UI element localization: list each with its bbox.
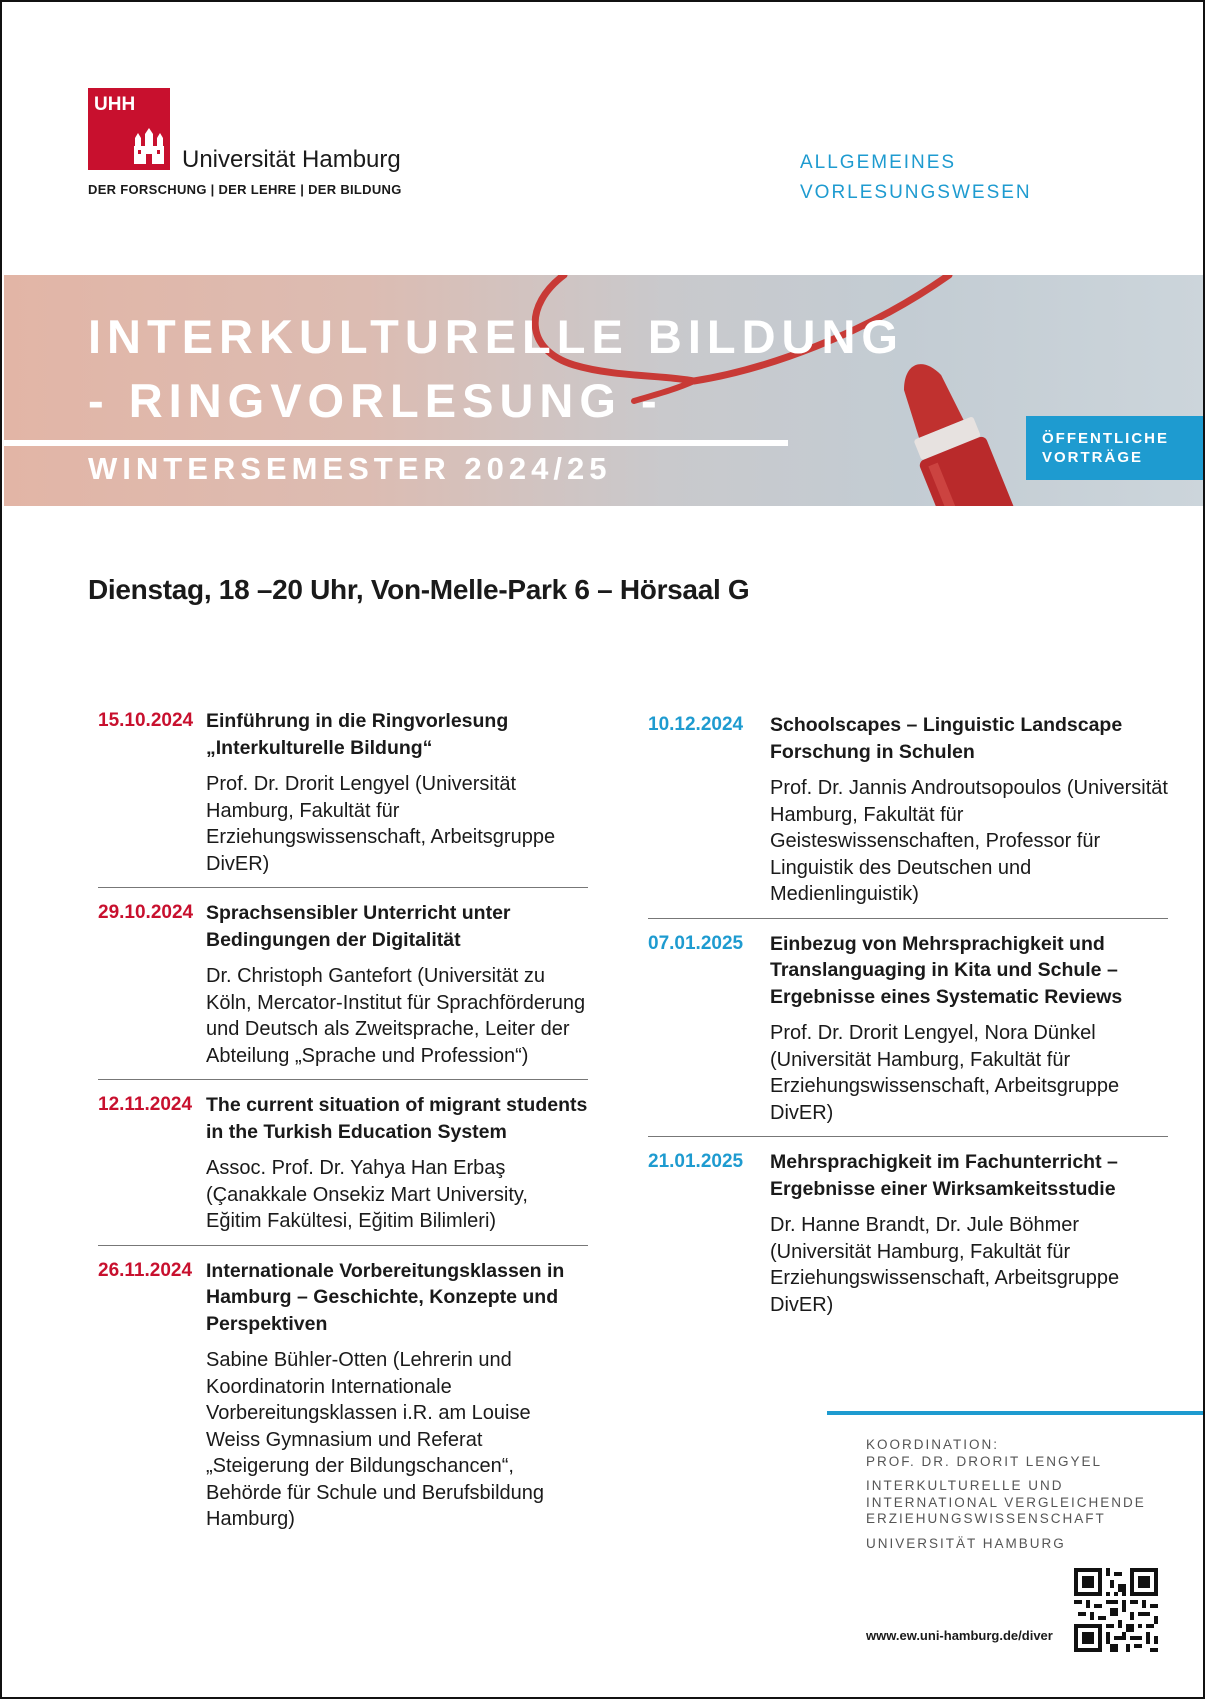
university-tagline: DER FORSCHUNG | DER LEHRE | DER BILDUNG: [88, 182, 402, 197]
event-date: 29.10.2024: [98, 902, 194, 923]
event-date: 07.01.2025: [648, 932, 744, 954]
event-item: [648, 918, 1168, 1137]
banner-title-line2: - RINGVORLESUNG -: [88, 374, 663, 427]
event-speaker: Prof. Dr. Drorit Lengyel, Nora Dünkel (Universität Hamburg, Fakultät für Erziehungswissenschaft, Arbeitsgruppe DivER): [770, 1022, 1120, 1124]
coordination-block: [866, 1437, 1146, 1552]
event-speaker: Prof. Dr. Jannis Androutsopoulos (Universität Hamburg, Fakultät für Geisteswissenschaften, Professor für Linguistik des Deutschen und Medienlinguistik): [770, 777, 1168, 905]
department-line3: ERZIEHUNGSWISSENSCHAFT: [866, 1511, 1106, 1526]
event-speaker: Prof. Dr. Drorit Lengyel (Universität Hamburg, Fakultät für Erziehungswissenschaft, Arbeitsgruppe DivER): [206, 773, 556, 875]
series-label-line1: ALLGEMEINES: [800, 152, 957, 173]
department-line1: INTERKULTURELLE UND: [866, 1478, 1064, 1493]
event-item: [98, 1079, 588, 1245]
event-title: Sprachsensibler Unterricht unter Bedingungen der Digitalität: [206, 902, 511, 951]
coordination-label: KOORDINATION:: [866, 1437, 1000, 1452]
event-title: Schoolscapes – Linguistic Landscape Forschung in Schulen: [770, 714, 1123, 763]
event-title: The current situation of migrant students in the Turkish Education System: [206, 1094, 588, 1143]
university-name: Universität Hamburg: [182, 146, 401, 173]
event-speaker: Assoc. Prof. Dr. Yahya Han Erbaş (Çanakkale Onsekiz Mart University, Eğitim Fakültesi, Eğitim Bilimleri): [206, 1157, 528, 1232]
coordination-name: PROF. DR. DRORIT LENGYEL: [866, 1453, 1103, 1469]
banner-divider: [4, 440, 788, 446]
title-banner: [4, 275, 1205, 506]
banner-title: [88, 305, 904, 433]
qr-code-icon[interactable]: [1074, 1568, 1158, 1652]
public-lectures-badge: [1026, 416, 1205, 480]
event-speaker: Sabine Bühler-Otten (Lehrerin und Koordinatorin Internationale Vorbereitungsklassen i.R. am Louise Weiss Gymnasium und Referat „Steigerung der Bildungschancen“, Behörde für Schule und Berufsbildung Hamburg): [206, 1349, 545, 1530]
event-speaker: Dr. Hanne Brandt, Dr. Jule Böhmer (Universität Hamburg, Fakultät für Erziehungswissenschaft, Arbeitsgruppe DivER): [770, 1214, 1120, 1316]
event-item: [98, 708, 588, 887]
event-title: Einbezug von Mehrsprachigkeit und Translanguaging in Kita und Schule – Ergebnisse eines Systematic Reviews: [770, 932, 1123, 1008]
event-speaker: Dr. Christoph Gantefort (Universität zu Köln, Mercator-Institut für Sprachförderung und Deutsch als Zweitsprache, Leiter der Abteilung „Sprache und Profession“): [206, 965, 586, 1067]
logo-red-square: [88, 88, 170, 170]
logo-mark: UHH: [94, 94, 136, 115]
department-line2: INTERNATIONAL VERGLEICHENDE: [866, 1494, 1146, 1510]
event-title: Einführung in die Ringvorlesung „Interkulturelle Bildung“: [206, 710, 509, 759]
event-title: Internationale Vorbereitungsklassen in Hamburg – Geschichte, Konzepte und Perspektiven: [206, 1259, 565, 1335]
series-label: [800, 148, 1032, 208]
event-item: [98, 887, 588, 1079]
banner-title-line1: INTERKULTURELLE BILDUNG: [88, 310, 904, 363]
badge-line1: ÖFFENTLICHE: [1042, 430, 1169, 447]
event-title: Mehrsprachigkeit im Fachunterricht – Ergebnisse einer Wirksamkeitsstudie: [770, 1151, 1118, 1200]
events-right-column: [648, 712, 1168, 1328]
events-left-column: [98, 708, 588, 1543]
event-date: 26.11.2024: [98, 1259, 193, 1281]
event-date: 10.12.2024: [648, 714, 744, 735]
schedule-heading: Dienstag, 18 –20 Uhr, Von-Melle-Park 6 – Hörsaal G: [88, 574, 750, 605]
event-date: 21.01.2025: [648, 1151, 744, 1172]
badge-line2: VORTRÄGE: [1042, 449, 1144, 466]
banner-subtitle: WINTERSEMESTER 2024/25: [88, 451, 612, 486]
footer-divider: [827, 1411, 1205, 1415]
event-date: 15.10.2024: [98, 710, 194, 731]
event-item: [648, 1136, 1168, 1328]
series-label-line2: VORLESUNGSWESEN: [800, 182, 1032, 203]
event-item: [648, 712, 1168, 918]
department-line4: UNIVERSITÄT HAMBURG: [866, 1535, 1066, 1551]
event-item: [98, 1245, 588, 1543]
website-link[interactable]: www.ew.uni-hamburg.de/diver: [866, 1628, 1053, 1643]
event-date: 12.11.2024: [98, 1094, 193, 1115]
hamburg-castle-icon: [132, 126, 166, 166]
